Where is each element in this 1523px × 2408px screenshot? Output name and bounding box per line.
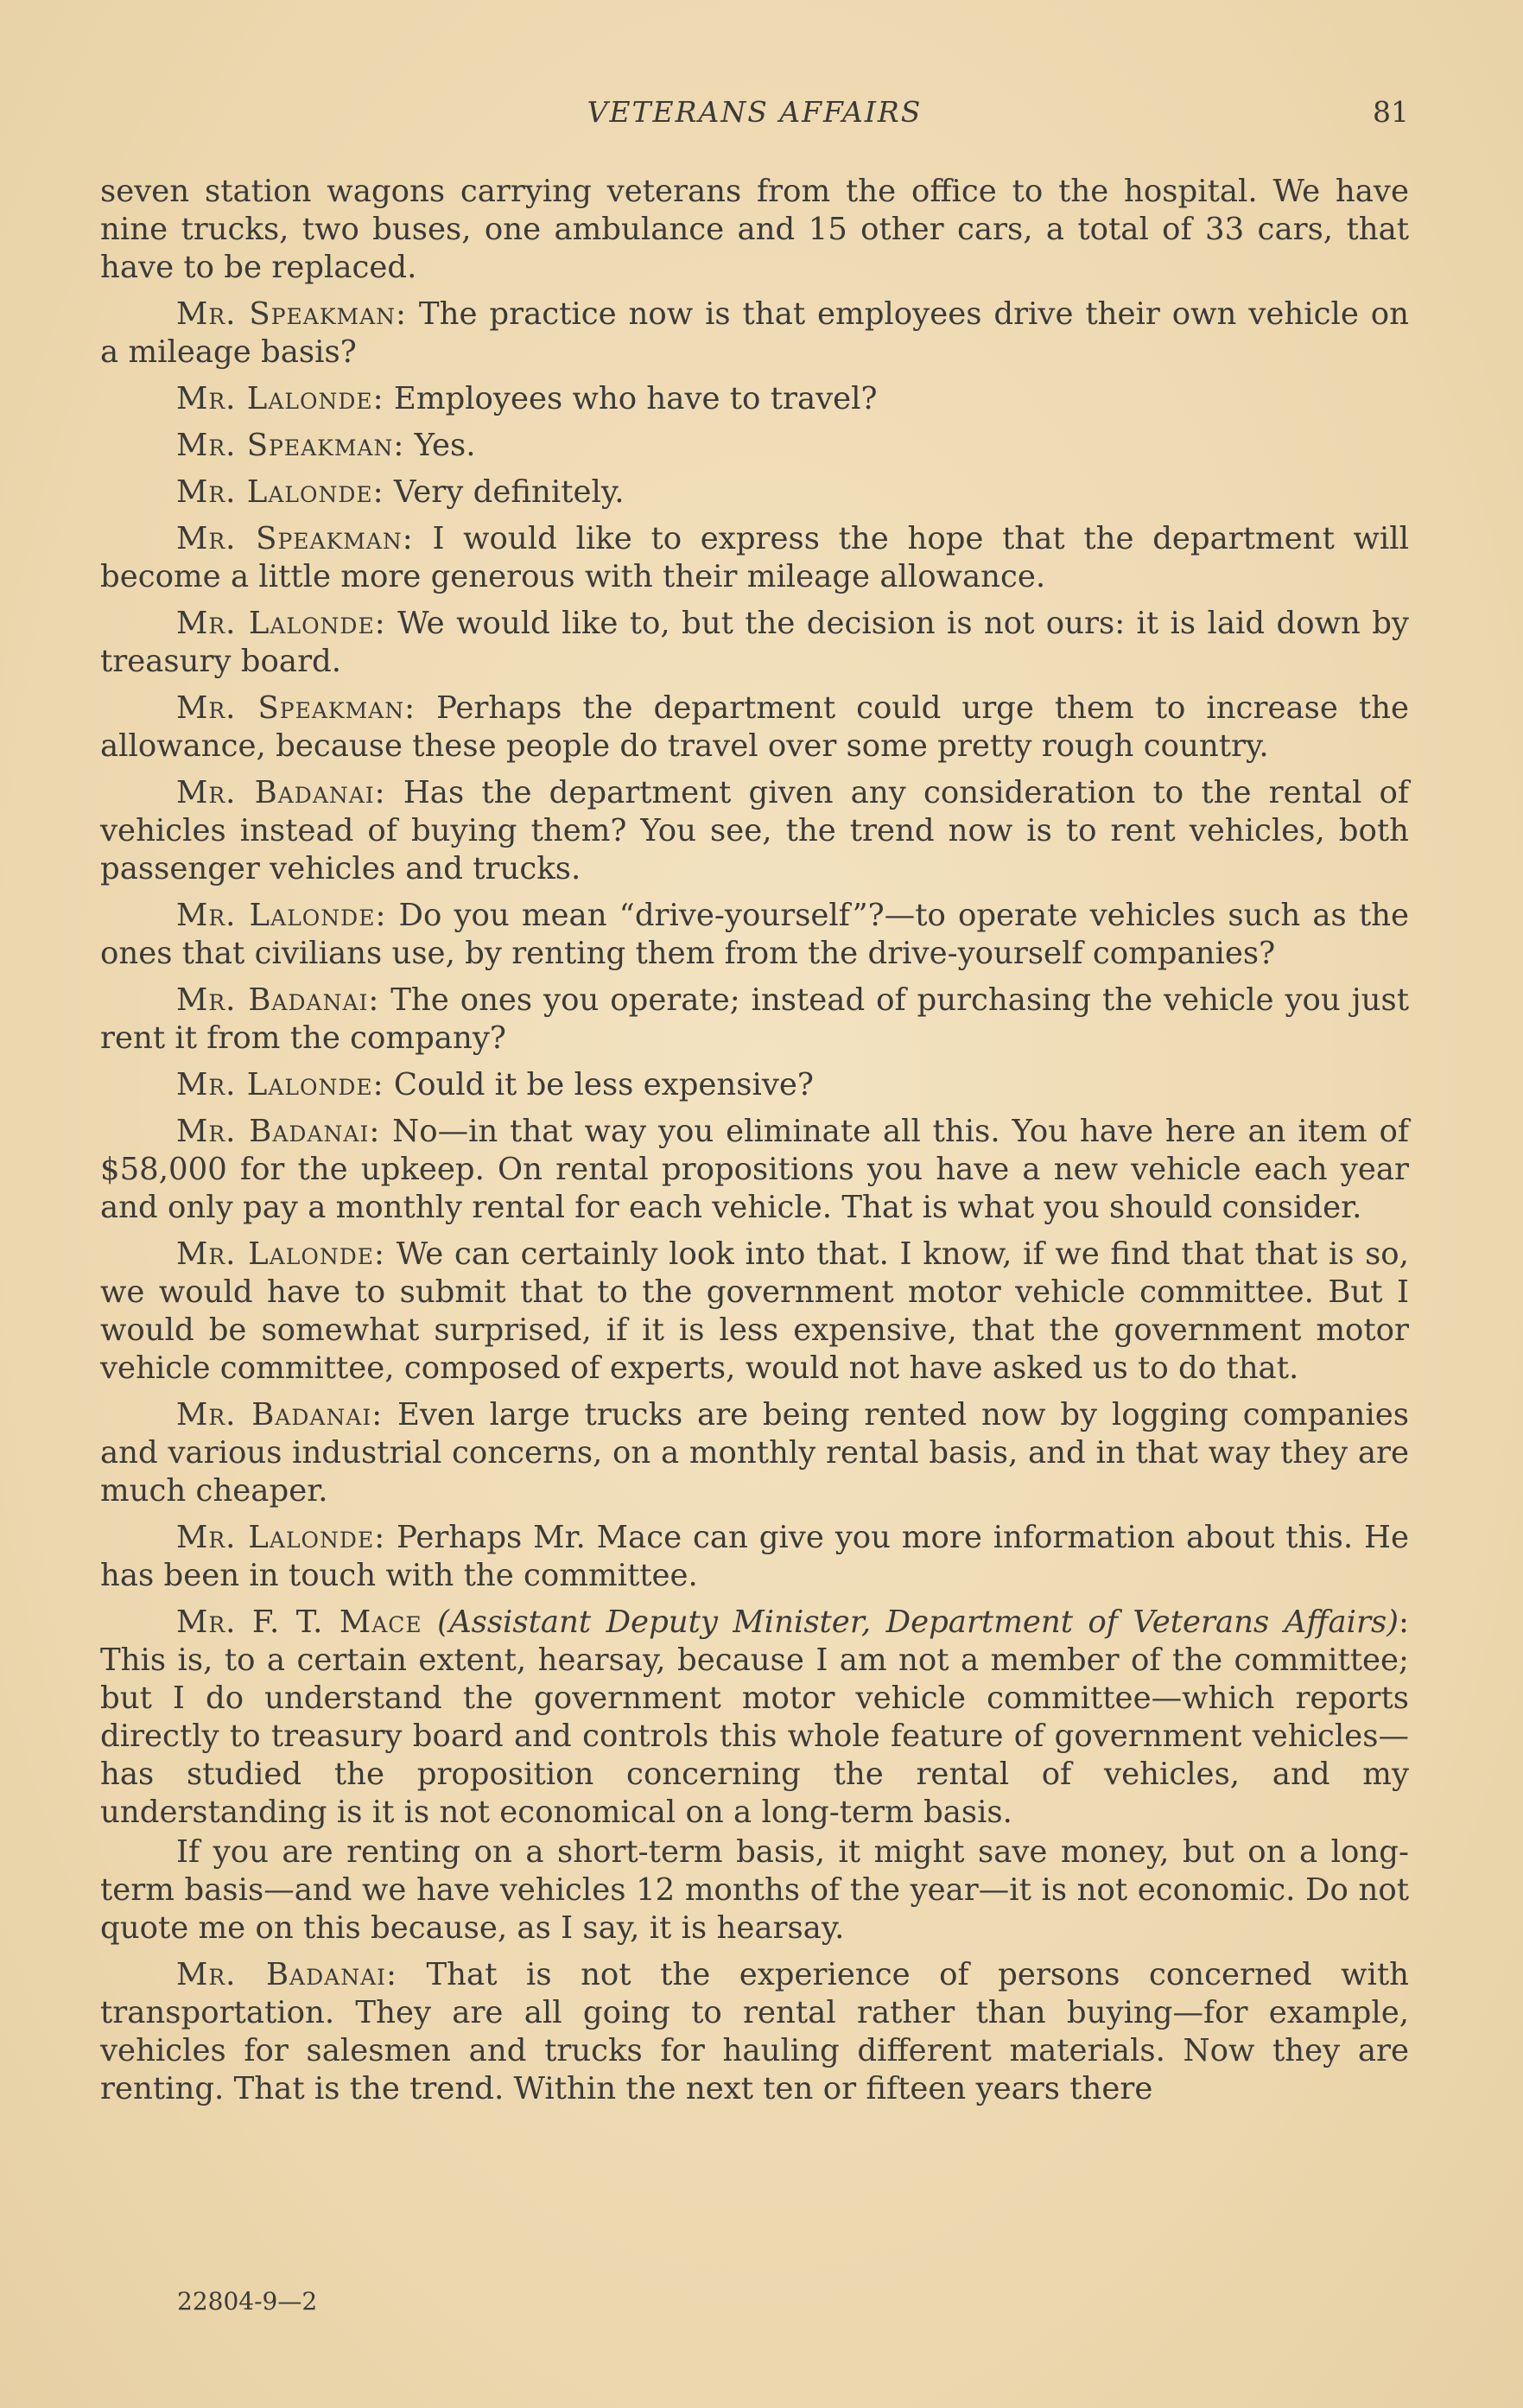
running-title: VETERANS AFFAIRS <box>587 95 923 129</box>
speaker-name: Mr. Badanai: <box>176 1114 381 1149</box>
speaker-name: Mr. Badanai: <box>176 1957 397 1992</box>
paragraph-text: Has the department given any consideration to the rental of vehicles instead of buying them? You see, the trend now is to rent vehicles, both passenger vehicles and trucks. <box>100 775 1409 886</box>
paragraph-lalonde <box>100 1519 1409 1595</box>
paragraph-speakman <box>100 689 1409 766</box>
speaker-name: Mr. Speakman: <box>176 428 405 463</box>
paragraph-text: Even large trucks are being rented now by logging companies and various industrial concerns, on a monthly rental basis, and in that way they are much cheaper. <box>100 1397 1409 1509</box>
speaker-name: Mr. Lalonde: <box>176 381 384 416</box>
paragraph-speakman <box>100 427 1409 465</box>
paragraph-badanai <box>100 774 1409 888</box>
speaker-name: Mr. Speakman: <box>176 690 416 726</box>
paragraph-mace-continued <box>100 1833 1409 1947</box>
paragraph-text: That is not the experience of persons concerned with transportation. They are all going to rental rather than buying—for example, vehicles for salesmen and trucks for hauling different materials. Now they are renting. That is the trend. Within the next ten or fifteen years there <box>100 1957 1409 2106</box>
transcript-body <box>100 173 1409 2117</box>
paragraph-text: Could it be less expensive? <box>393 1067 814 1102</box>
paragraph-text: We can certainly look into that. I know, if we find that that is so, we would have to submit that to the government motor vehicle committee. But I would be somewhat surprised, if it is less expensive, that the government motor vehicle committee, composed of experts, would not have asked us to do that. <box>100 1236 1409 1386</box>
paragraph-lalonde <box>100 1066 1409 1104</box>
paragraph-continuation <box>100 173 1409 287</box>
speaker-name: Mr. Speakman: <box>176 521 414 556</box>
speaker-name: Mr. Badanai: <box>176 982 380 1018</box>
paragraph-badanai <box>100 982 1409 1058</box>
speaker-name: Mr. Lalonde: <box>176 1520 386 1555</box>
page-header <box>100 95 1409 138</box>
paragraph-text: The practice now is that employees drive their own vehicle on a mileage basis? <box>100 296 1409 370</box>
paragraph-text: Perhaps Mr. Mace can give you more information about this. He has been in touch with the committee. <box>100 1520 1409 1593</box>
paragraph-speakman <box>100 295 1409 372</box>
paragraph-text: The ones you operate; instead of purchasing the vehicle you just rent it from the company? <box>100 982 1409 1056</box>
paragraph-mace <box>100 1604 1409 1832</box>
paragraph-text: Employees who have to travel? <box>393 381 878 416</box>
paragraph-badanai <box>100 1956 1409 2108</box>
paragraph-badanai <box>100 1396 1409 1510</box>
speaker-name: Mr. Lalonde: <box>176 1067 384 1102</box>
speaker-name: Mr. F. T. Mace <box>176 1604 422 1640</box>
speaker-name: Mr. Lalonde: <box>176 1236 385 1272</box>
paragraph-lalonde <box>100 473 1409 511</box>
speaker-role: (Assistant Deputy Minister, Department of Veterans Affairs) <box>437 1604 1399 1640</box>
paragraph-lalonde <box>100 605 1409 681</box>
paragraph-lalonde <box>100 897 1409 973</box>
paragraph-badanai <box>100 1113 1409 1227</box>
paragraph-text: Yes. <box>414 428 476 463</box>
speaker-name: Mr. Lalonde: <box>176 898 387 933</box>
speaker-name: Mr. Lalonde: <box>176 606 386 641</box>
speaker-name: Mr. Speakman: <box>176 296 407 332</box>
print-code: 22804-9—2 <box>177 2287 318 2316</box>
speaker-name: Mr. Lalonde: <box>176 474 384 510</box>
speaker-name: Mr. Badanai: <box>176 775 386 810</box>
paragraph-text: : This is, to a certain extent, hearsay, because I am not a member of the committee; but I do understand the government motor vehicle committee—which reports directly to treasury board and controls this whole feature of government vehicles—has studied the proposition concerning the rental of vehicles, and my understanding is it is not economical on a long-term basis. <box>100 1604 1409 1830</box>
paragraph-speakman <box>100 520 1409 596</box>
speaker-name: Mr. Badanai: <box>176 1397 384 1433</box>
paragraph-text: Do you mean “drive-yourself”?—to operate vehicles such as the ones that civilians use, by renting them from the drive-yourself companies? <box>100 898 1409 971</box>
paragraph-text: Perhaps the department could urge them to increase the allowance, because these people do travel over some pretty rough country. <box>100 690 1409 764</box>
paragraph-text: Very definitely. <box>393 474 625 510</box>
paragraph-lalonde <box>100 380 1409 418</box>
paragraph-text: If you are renting on a short-term basis, it might save money, but on a long-term basis—and we have vehicles 12 months of the year—it is not economic. Do not quote me on this because, as I say, it is hearsay. <box>100 1834 1409 1946</box>
paragraph-text: I would like to express the hope that the department will become a little more generous with their mileage allowance. <box>100 521 1409 594</box>
paragraph-lalonde <box>100 1236 1409 1388</box>
page-number: 81 <box>1373 95 1409 129</box>
paragraph-text: seven station wagons carrying veterans from the office to the hospital. We have nine trucks, two buses, one ambulance and 15 other cars, a total of 33 cars, that have to be replaced. <box>100 174 1409 285</box>
paragraph-text: We would like to, but the decision is not ours: it is laid down by treasury board. <box>100 606 1409 679</box>
paragraph-text: No—in that way you eliminate all this. You have here an item of $58,000 for the upkeep. On rental propositions you have a new vehicle each year and only pay a monthly rental for each vehicle. That is what you should consider. <box>100 1114 1409 1225</box>
